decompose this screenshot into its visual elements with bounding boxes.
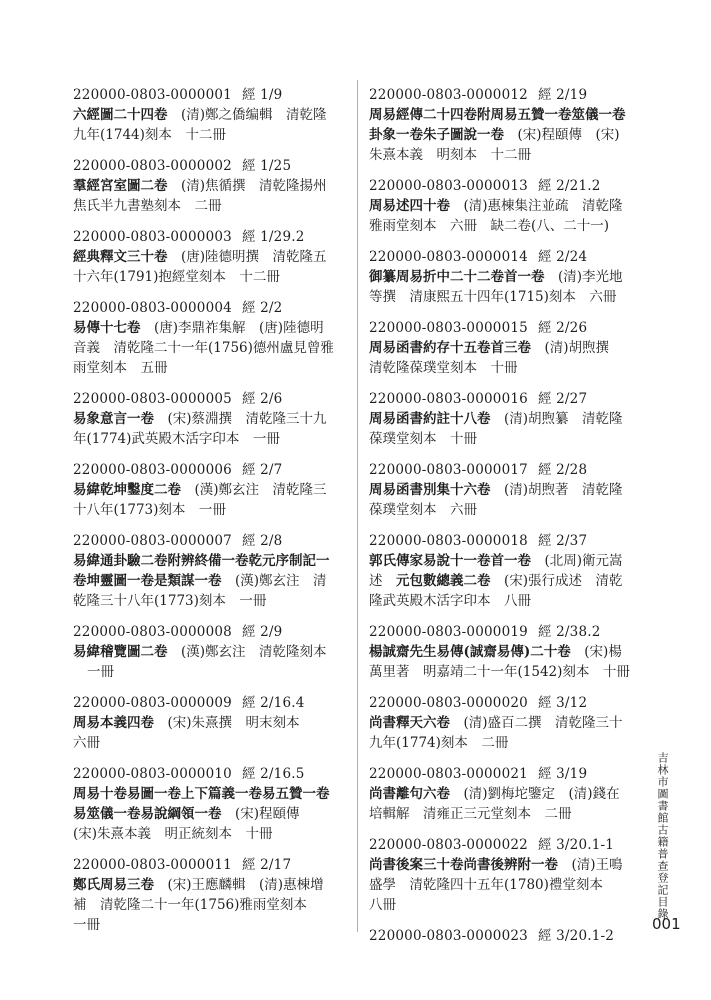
- entry-description: (清)惠棟集注並疏 清乾隆: [450, 198, 623, 214]
- entry-description: (宋)朱熹本義 明正統刻本 十冊: [73, 826, 273, 842]
- entry-classification: 經 2/6: [241, 391, 283, 407]
- entry-classification: 經 2/16.4: [241, 695, 305, 711]
- entry-description: 朱熹本義 明刻本 十二冊: [369, 147, 531, 163]
- entry-description: (漢)鄭玄注 清: [221, 573, 327, 589]
- entry-title: 楊誠齋先生易傳(誠齋易傳)二十卷: [369, 644, 571, 660]
- entry-id: 220000-0803-0000001: [73, 87, 232, 103]
- entry-id: 220000-0803-0000011: [73, 857, 232, 873]
- entry-description: 九年(1774)刻本 二冊: [369, 735, 509, 751]
- entry-description: 葆璞堂刻本 六冊: [369, 502, 477, 518]
- entry-classification: 經 3/19: [537, 766, 588, 782]
- entry-description: 音義 清乾隆二十一年(1756)德州盧見曾雅: [73, 340, 334, 356]
- entry-description: 十八年(1773)刻本 一冊: [73, 502, 226, 518]
- entry-description: (唐)李鼎祚集解 (唐)陸德明: [140, 320, 324, 336]
- entry-classification: 經 2/26: [537, 320, 588, 336]
- entry-classification: 經 2/37: [537, 533, 588, 549]
- catalog-entry: [369, 531, 643, 611]
- entry-description: (清)盛百二撰 清乾隆三十: [450, 715, 623, 731]
- entry-id: 220000-0803-0000009: [73, 695, 232, 711]
- entry-text-line: [73, 571, 347, 591]
- entry-title: 六經圖二十四卷: [73, 107, 168, 123]
- entry-text-line: [369, 642, 643, 662]
- entry-number-line: [369, 460, 643, 480]
- entry-description: 焦氏半九書塾刻本 二冊: [73, 198, 222, 214]
- entry-text-line: [73, 267, 347, 287]
- entry-classification: 經 2/7: [241, 462, 283, 478]
- entry-description: 雅雨堂刻本 六冊 缺二卷(八、二十一): [369, 218, 610, 234]
- entry-text-line: [369, 409, 643, 429]
- entry-text-line: [369, 875, 643, 895]
- entry-id: 220000-0803-0000012: [369, 87, 528, 103]
- entry-text-line: [369, 662, 643, 682]
- entry-description: 萬里著 明嘉靖二十一年(1542)刻本 十冊: [369, 664, 630, 680]
- entry-classification: 經 1/29.2: [241, 229, 305, 245]
- entry-text-line: [73, 895, 347, 915]
- entry-title: 郭氏傳家易說十一卷首一卷: [369, 553, 531, 569]
- entry-classification: 經 2/28: [537, 462, 588, 478]
- entry-text-line: [73, 551, 347, 571]
- entry-number-line: [73, 460, 347, 480]
- entry-description: 一冊: [73, 917, 100, 933]
- entry-number-line: [73, 156, 347, 176]
- entry-classification: 經 2/9: [241, 624, 283, 640]
- catalog-entry: [369, 693, 643, 753]
- entry-title: 易筮儀一卷易說綱領一卷: [73, 806, 222, 822]
- entry-number-line: [369, 622, 643, 642]
- entry-text-line: [369, 429, 643, 449]
- entry-text-line: [73, 642, 347, 662]
- entry-description: (清)胡煦著 清乾隆: [490, 482, 623, 498]
- entry-id: 220000-0803-0000005: [73, 391, 232, 407]
- entry-id: 220000-0803-0000014: [369, 249, 528, 265]
- column-divider: [357, 80, 358, 932]
- entry-description: (宋)程頤傳 (宋): [504, 127, 620, 143]
- entry-title: 易緯乾坤鑿度二卷: [73, 482, 181, 498]
- entry-text-line: [73, 500, 347, 520]
- catalog-entry: [73, 156, 347, 216]
- entry-description: 隆武英殿木活字印本 八冊: [369, 593, 531, 609]
- entry-description: (宋)王應麟輯 (清)惠棟增: [154, 877, 324, 893]
- entry-id: 220000-0803-0000003: [73, 229, 232, 245]
- entry-text-line: [369, 713, 643, 733]
- catalog-entry: [369, 460, 643, 520]
- entry-text-line: [369, 784, 643, 804]
- entry-number-line: [73, 531, 347, 551]
- entry-id: 220000-0803-0000021: [369, 766, 528, 782]
- entry-description: 葆璞堂刻本 十冊: [369, 431, 477, 447]
- side-title: 吉林市圖書館古籍普查登記目錄: [656, 752, 669, 920]
- entry-title: 周易本義四卷: [73, 715, 154, 731]
- entry-description: 補 清乾隆二十一年(1756)雅雨堂刻本: [73, 897, 307, 913]
- catalog-entry: [73, 298, 347, 378]
- entry-description: 述: [369, 573, 396, 589]
- entry-number-line: [73, 764, 347, 784]
- entry-id: 220000-0803-0000023: [369, 928, 528, 944]
- entry-id: 220000-0803-0000002: [73, 158, 232, 174]
- entry-description: (清)李光地: [544, 269, 623, 285]
- catalog-entry: [73, 531, 347, 611]
- entry-classification: 經 2/2: [241, 300, 283, 316]
- entry-id: 220000-0803-0000018: [369, 533, 528, 549]
- entry-title: 鄭氏周易三卷: [73, 877, 154, 893]
- page-number: 001: [652, 915, 681, 933]
- entry-text-line: [369, 571, 643, 591]
- entry-description: (清)王鳴: [558, 857, 623, 873]
- entry-description: (漢)鄭玄注 清乾隆刻本: [167, 644, 327, 660]
- entry-text-line: [369, 855, 643, 875]
- entry-id: 220000-0803-0000015: [369, 320, 528, 336]
- entry-title: 尚書釋天六卷: [369, 715, 450, 731]
- catalog-entry: [73, 622, 347, 682]
- entry-text-line: [369, 287, 643, 307]
- entry-description: (北周)衛元嵩: [531, 553, 623, 569]
- entry-text-line: [369, 804, 643, 824]
- entry-title: 羣經宮室圖二卷: [73, 178, 168, 194]
- entry-text-line: [73, 429, 347, 449]
- entry-text-line: [369, 480, 643, 500]
- entry-title: 尚書後案三十卷尚書後辨附一卷: [369, 857, 558, 873]
- entry-title: 易象意言一卷: [73, 411, 154, 427]
- entry-title: 易緯稽覽圖二卷: [73, 644, 168, 660]
- entry-text-line: [369, 216, 643, 236]
- entry-description: 十六年(1791)抱經堂刻本 十二冊: [73, 269, 280, 285]
- entry-id: 220000-0803-0000017: [369, 462, 528, 478]
- right-column: [369, 85, 643, 957]
- entry-text-line: [369, 125, 643, 145]
- entry-classification: 經 2/38.2: [537, 624, 601, 640]
- entry-id: 220000-0803-0000016: [369, 391, 528, 407]
- entry-description: 雨堂刻本 五冊: [73, 360, 168, 376]
- entry-description: 培輯解 清雍正三元堂刻本 二冊: [369, 806, 572, 822]
- entry-id: 220000-0803-0000007: [73, 533, 232, 549]
- catalog-entry: [369, 926, 643, 946]
- entry-title: 易緯通卦驗二卷附辨終備一卷乾元序制記一: [73, 553, 330, 569]
- entry-text-line: [73, 875, 347, 895]
- entry-number-line: [369, 693, 643, 713]
- entry-text-line: [369, 591, 643, 611]
- entry-classification: 經 2/8: [241, 533, 283, 549]
- catalog-entry: [369, 318, 643, 378]
- entry-text-line: [369, 267, 643, 287]
- entry-number-line: [73, 693, 347, 713]
- entry-number-line: [73, 622, 347, 642]
- left-column: [73, 85, 347, 946]
- entry-title: 周易函書約存十五卷首三卷: [369, 340, 531, 356]
- entry-text-line: [73, 824, 347, 844]
- entry-description: (宋)張行成述 清乾: [490, 573, 623, 589]
- entry-id: 220000-0803-0000004: [73, 300, 232, 316]
- entry-description: (清)胡煦纂 清乾隆: [490, 411, 623, 427]
- entry-description: 八冊: [369, 897, 396, 913]
- entry-classification: 經 2/17: [241, 857, 292, 873]
- entry-description: (漢)鄭玄注 清乾隆三: [181, 482, 327, 498]
- entry-number-line: [369, 85, 643, 105]
- entry-text-line: [73, 318, 347, 338]
- entry-title: 尚書離句六卷: [369, 786, 450, 802]
- entry-title: 卦象一卷朱子圖說一卷: [369, 127, 504, 143]
- entry-text-line: [369, 145, 643, 165]
- entry-text-line: [73, 591, 347, 611]
- catalog-entry: [73, 85, 347, 145]
- entry-id: 220000-0803-0000022: [369, 837, 528, 853]
- entry-title: 易傳十七卷: [73, 320, 141, 336]
- entry-text-line: [73, 662, 347, 682]
- entry-text-line: [369, 338, 643, 358]
- entry-classification: 經 1/9: [241, 87, 283, 103]
- entry-title: 周易函書約註十八卷: [369, 411, 491, 427]
- entry-number-line: [369, 764, 643, 784]
- entry-number-line: [73, 389, 347, 409]
- entry-text-line: [369, 358, 643, 378]
- entry-description: 六冊: [73, 735, 100, 751]
- entry-text-line: [73, 804, 347, 824]
- entry-title: 周易經傳二十四卷附周易五贊一卷筮儀一卷: [369, 107, 626, 123]
- entry-number-line: [369, 835, 643, 855]
- entry-number-line: [73, 855, 347, 875]
- entry-text-line: [73, 409, 347, 429]
- catalog-entry: [73, 460, 347, 520]
- entry-id: 220000-0803-0000006: [73, 462, 232, 478]
- catalog-entry: [369, 764, 643, 824]
- entry-classification: 經 2/21.2: [537, 178, 601, 194]
- entry-title: 周易述四十卷: [369, 198, 450, 214]
- entry-description: 等撰 清康熙五十四年(1715)刻本 六冊: [369, 289, 617, 305]
- catalog-entry: [73, 693, 347, 753]
- catalog-entry: [369, 622, 643, 682]
- entry-number-line: [369, 531, 643, 551]
- entry-text-line: [369, 500, 643, 520]
- entry-title: 經典釋文三十卷: [73, 249, 168, 265]
- entry-description: (宋)程頤傳: [221, 806, 300, 822]
- entry-classification: 經 2/27: [537, 391, 588, 407]
- entry-text-line: [73, 358, 347, 378]
- entry-description: (清)劉梅坨鑒定 (清)錢在: [450, 786, 620, 802]
- entry-id: 220000-0803-0000019: [369, 624, 528, 640]
- entry-classification: 經 2/24: [537, 249, 588, 265]
- entry-description: 一冊: [87, 664, 114, 680]
- entry-classification: 經 2/16.5: [241, 766, 305, 782]
- entry-description: (宋)楊: [570, 644, 622, 660]
- entry-text-line: [73, 480, 347, 500]
- catalog-entry: [73, 855, 347, 935]
- entry-text-line: [73, 713, 347, 733]
- entry-number-line: [369, 176, 643, 196]
- entry-text-line: [73, 125, 347, 145]
- entry-title: 周易十卷易圖一卷上下篇義一卷易五贊一卷: [73, 786, 330, 802]
- entry-text-line: [369, 551, 643, 571]
- entry-title: 御纂周易折中二十二卷首一卷: [369, 269, 545, 285]
- entry-number-line: [369, 318, 643, 338]
- catalog-entry: [369, 176, 643, 236]
- entry-classification: 經 2/19: [537, 87, 588, 103]
- entry-text-line: [73, 196, 347, 216]
- entry-text-line: [73, 915, 347, 935]
- entry-text-line: [73, 733, 347, 753]
- entry-description: 九年(1744)刻本 十二冊: [73, 127, 226, 143]
- catalog-entry: [369, 835, 643, 915]
- entry-classification: 經 3/20.1-2: [537, 928, 615, 944]
- entry-text-line: [369, 895, 643, 915]
- entry-description: 盛學 清乾隆四十五年(1780)禮堂刻本: [369, 877, 603, 893]
- entry-text-line: [73, 784, 347, 804]
- entry-id: 220000-0803-0000013: [369, 178, 528, 194]
- entry-id: 220000-0803-0000020: [369, 695, 528, 711]
- entry-number-line: [369, 247, 643, 267]
- entry-description: (清)焦循撰 清乾隆揚州: [167, 178, 327, 194]
- entry-id: 220000-0803-0000008: [73, 624, 232, 640]
- entry-text-line: [73, 105, 347, 125]
- entry-text-line: [369, 105, 643, 125]
- catalog-entry: [73, 227, 347, 287]
- catalog-entry: [369, 389, 643, 449]
- entry-number-line: [73, 85, 347, 105]
- entry-number-line: [73, 298, 347, 318]
- entry-text-line: [369, 733, 643, 753]
- entry-description: (清)胡煦撰: [531, 340, 610, 356]
- entry-title: 元包數總義二卷: [396, 573, 491, 589]
- entry-description: (宋)朱熹撰 明末刻本: [154, 715, 300, 731]
- entry-text-line: [73, 176, 347, 196]
- entry-text-line: [73, 338, 347, 358]
- entry-number-line: [73, 227, 347, 247]
- entry-number-line: [369, 389, 643, 409]
- entry-text-line: [73, 247, 347, 267]
- entry-description: (清)鄭之僑编輯 清乾隆: [167, 107, 327, 123]
- catalog-entry: [73, 389, 347, 449]
- entry-text-line: [369, 196, 643, 216]
- catalog-entry: [369, 247, 643, 307]
- entry-classification: 經 1/25: [241, 158, 292, 174]
- entry-description: (宋)蔡淵撰 清乾隆三十九: [154, 411, 327, 427]
- entry-description: 清乾隆葆璞堂刻本 十冊: [369, 360, 518, 376]
- entry-classification: 經 3/20.1-1: [537, 837, 615, 853]
- entry-description: 年(1774)武英殿木活字印本 一冊: [73, 431, 280, 447]
- entry-description: 乾隆三十八年(1773)刻本 一冊: [73, 593, 267, 609]
- entry-description: (唐)陸德明撰 清乾隆五: [167, 249, 327, 265]
- entry-title: 卷坤靈圖一卷是類謀一卷: [73, 573, 222, 589]
- entry-title: 周易函書別集十六卷: [369, 482, 491, 498]
- catalog-entry: [73, 764, 347, 844]
- catalog-entry: [369, 85, 643, 165]
- entry-number-line: [369, 926, 643, 946]
- entry-id: 220000-0803-0000010: [73, 766, 232, 782]
- entry-classification: 經 3/12: [537, 695, 588, 711]
